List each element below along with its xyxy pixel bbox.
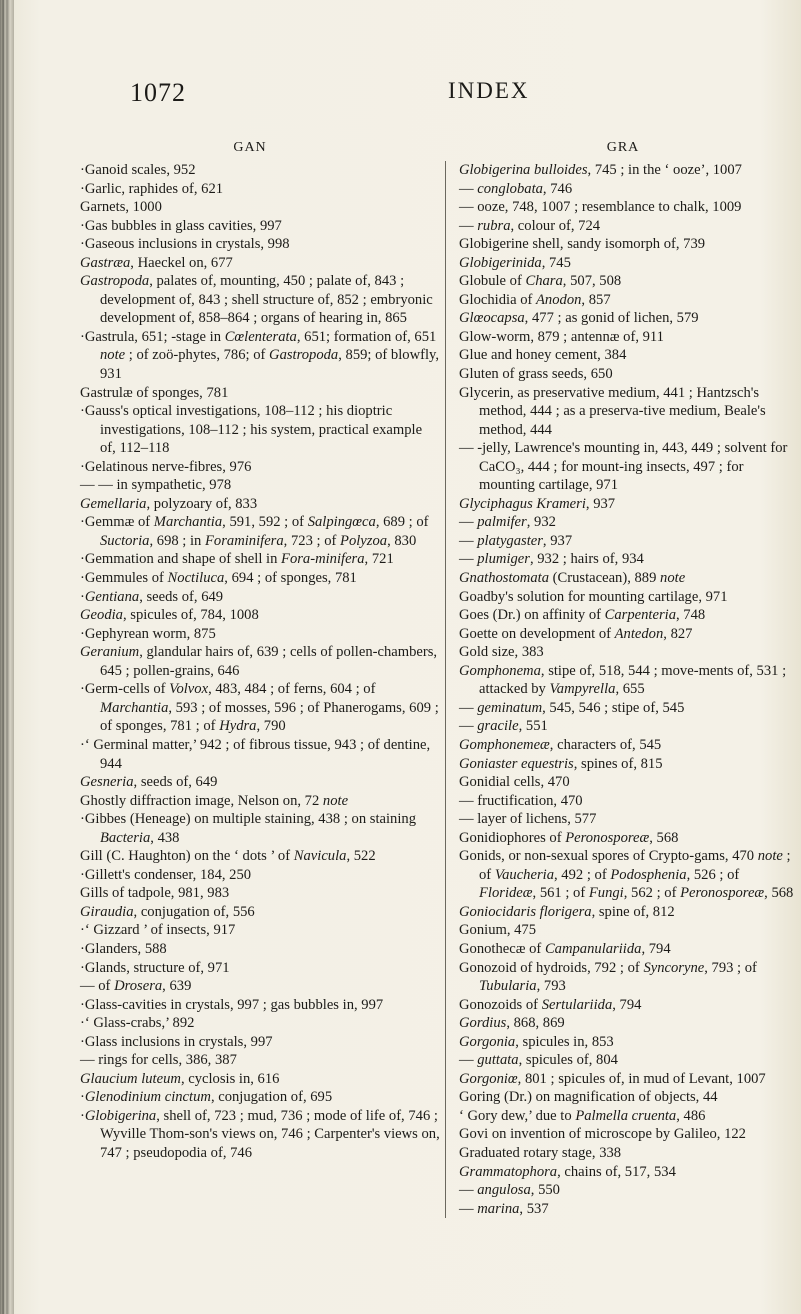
index-entry: — rings for cells, 386, 387 — [80, 1052, 237, 1069]
index-entry: Gastropoda, palates of, mounting, 450 ; palate of, 843 ; development of, 843 ; shell structure of, 852 ; embryonic development of, 858–864 ; organs of hearing in, 865 — [80, 273, 433, 327]
index-entry: ·Glass inclusions in crystals, 997 — [80, 1033, 273, 1050]
index-entry: ·Gentiana, seeds of, 649 — [80, 588, 224, 605]
index-entry: Glyciphagus Krameri, 937 — [459, 495, 616, 512]
index-entry: ·Gastrula, 651; -stage in Cœlenterata, 651; formation of, 651 note ; of zoö-phytes, 786; of Gastropoda, 859; of blowfly, 931 — [80, 328, 440, 383]
index-entry: — ooze, 748, 1007 ; resemblance to chalk, 1009 — [459, 199, 742, 216]
index-entry: ·‘ Germinal matter,’ 942 ; of fibrous tissue, 943 ; of dentine, 944 — [80, 736, 431, 772]
index-entry: Glochidia of Anodon, 857 — [459, 291, 611, 308]
index-entry: ·Gephyrean worm, 875 — [80, 625, 216, 642]
index-entry: — — in sympathetic, 978 — [80, 477, 232, 494]
index-entry: Garnets, 1000 — [80, 199, 162, 216]
running-title: INDEX — [448, 78, 530, 103]
index-entry: ·Gibbes (Heneage) on multiple staining, 438 ; on staining Bacteria, 438 — [80, 811, 416, 846]
index-entry: ·Glands, structure of, 971 — [80, 959, 230, 976]
index-entry: — plumiger, 932 ; hairs of, 934 — [459, 551, 644, 568]
index-entry: Globigerina bulloides, 745 ; in the ‘ ooze’, 1007 — [459, 162, 742, 178]
index-entry: ·‘ Gizzard ’ of insects, 917 — [80, 922, 236, 939]
index-entry: Gill (C. Haughton) on the ‘ dots ’ of Navicula, 522 — [80, 848, 376, 865]
index-entry: ·Gelatinous nerve-fibres, 976 — [80, 458, 252, 475]
index-entry: Goes (Dr.) on affinity of Carpenteria, 748 — [459, 607, 706, 624]
index-entry: ·Ganoid scales, 952 — [80, 162, 196, 178]
index-column-right — [458, 137, 798, 1218]
index-entry: Ghostly diffraction image, Nelson on, 72 note — [80, 792, 349, 809]
index-entry: ·Glenodinium cinctum, conjugation of, 695 — [80, 1089, 333, 1106]
index-entry: Goette on development of Antedon, 827 — [459, 625, 693, 642]
index-entry: Goniaster equestris, spines of, 815 — [459, 755, 663, 772]
index-entry: ·Gauss's optical investigations, 108–112 ; his dioptric investigations, 108–112 ; his system, practical example of, 112–118 — [80, 403, 423, 457]
index-entry: Gluten of grass seeds, 650 — [459, 366, 613, 383]
index-entry: Giraudia, conjugation of, 556 — [80, 903, 255, 920]
index-entry: — gracile, 551 — [459, 718, 548, 735]
index-entry: ·‘ Glass-crabs,’ 892 — [80, 1015, 195, 1032]
index-entry: ·Gas bubbles in glass cavities, 997 — [80, 217, 282, 234]
index-entry: Glue and honey cement, 384 — [459, 347, 627, 364]
index-entry: Gemellaria, polyzoary of, 833 — [80, 495, 258, 512]
index-entry: Gonids, or non-sexual spores of Crypto-gams, 470 note ; of Vaucheria, 492 ; of Podosphenia, 526 ; of Florideæ, 561 ; of Fungi, 562 ; of Peronosporeæ, 568 — [459, 848, 794, 902]
index-entry: Gomphonema, stipe of, 518, 544 ; move-ments of, 531 ; attacked by Vampyrella, 655 — [459, 662, 787, 698]
index-entry: Graduated rotary stage, 338 — [459, 1144, 622, 1161]
entry-list-left — [80, 161, 440, 1163]
index-entry: Geranium, glandular hairs of, 639 ; cells of pollen-chambers, 645 ; pollen-grains, 646 — [80, 644, 438, 679]
index-entry: Gordius, 868, 869 — [459, 1015, 565, 1032]
index-entry: Gorgonia, spicules in, 853 — [459, 1033, 614, 1050]
index-entry: — palmifer, 932 — [459, 514, 556, 531]
index-entry: — geminatum, 545, 546 ; stipe of, 545 — [459, 699, 685, 716]
index-entry: Globigerinida, 745 — [459, 254, 571, 271]
index-entry: Geodia, spicules of, 784, 1008 — [80, 607, 259, 624]
index-entry: Goring (Dr.) on magnification of objects, 44 — [459, 1089, 718, 1106]
index-entry: ·Gaseous inclusions in crystals, 998 — [80, 236, 290, 253]
index-entry: Glycerin, as preservative medium, 441 ; Hantzsch's method, 444 ; as a preserva-tive medium, Beale's method, 444 — [459, 384, 766, 438]
index-entry: — rubra, colour of, 724 — [459, 217, 601, 234]
index-entry: Gonidiophores of Peronosporeæ, 568 — [459, 829, 679, 846]
index-entry: Gastrulæ of sponges, 781 — [80, 384, 229, 401]
index-entry: Gonidial cells, 470 — [459, 774, 570, 791]
index-entry: — conglobata, 746 — [459, 180, 573, 197]
index-entry: Grammatophora, chains of, 517, 534 — [459, 1163, 676, 1180]
index-entry: Gonium, 475 — [459, 922, 537, 939]
index-entry: Goadby's solution for mounting cartilage, 971 — [459, 588, 728, 605]
entry-list-right — [445, 161, 798, 1218]
index-entry: Glow-worm, 879 ; antennæ of, 911 — [459, 328, 664, 345]
index-entry: Gorgoniœ, 801 ; spicules of, in mud of Levant, 1007 — [459, 1070, 766, 1087]
index-entry: Globule of Chara, 507, 508 — [459, 273, 622, 290]
index-entry: Goniocidaris florigera, spine of, 812 — [459, 903, 675, 920]
index-entry: ·Germ-cells of Volvox, 483, 484 ; of ferns, 604 ; of Marchantia, 593 ; of mosses, 596 ; of Phanerogams, 609 ; of sponges, 781 ; of Hydra, 790 — [80, 681, 439, 735]
index-entry: ·Garlic, raphides of, 621 — [80, 180, 224, 197]
index-entry: ·Gemmules of Noctiluca, 694 ; of sponges, 781 — [80, 570, 357, 587]
index-entry: Gonozoids of Sertulariida, 794 — [459, 996, 642, 1013]
index-entry: — guttata, spicules of, 804 — [459, 1052, 618, 1069]
index-entry: ·Globigerina, shell of, 723 ; mud, 736 ; mode of life of, 746 ; Wyville Thom-son's views on, 746 ; Carpenter's views on, 747 ; pseudopodia of, 746 — [80, 1107, 440, 1161]
index-entry: Gills of tadpole, 981, 983 — [80, 885, 230, 902]
index-entry: — fructification, 470 — [459, 792, 583, 809]
index-entry: — layer of lichens, 577 — [459, 811, 597, 828]
running-header — [130, 78, 730, 112]
index-entry: — of Drosera, 639 — [80, 978, 192, 995]
index-entry: Gomphonemeæ, characters of, 545 — [459, 736, 662, 753]
index-entry: Gastræa, Haeckel on, 677 — [80, 254, 233, 271]
index-entry: ·Glanders, 588 — [80, 940, 167, 957]
index-entry: Glaucium luteum, cyclosis in, 616 — [80, 1070, 280, 1087]
index-entry: ‘ Gory dew,’ due to Palmella cruenta, 486 — [459, 1107, 706, 1124]
index-entry: ·Gemmation and shape of shell in Fora-minifera, 721 — [80, 551, 394, 568]
index-entry: — -jelly, Lawrence's mounting in, 443, 449 ; solvent for CaCO₃, 444 ; for mount-ing insects, 497 ; for mounting cartilage, 971 — [459, 440, 788, 494]
index-entry: ·Gemmæ of Marchantia, 591, 592 ; of Salpingœca, 689 ; of Suctoria, 698 ; in Foraminifera, 723 ; of Polyzoa, 830 — [80, 514, 429, 549]
index-entry: Globigerine shell, sandy isomorph of, 739 — [459, 236, 706, 253]
page-number: 1072 — [130, 78, 186, 107]
index-entry: ·Glass-cavities in crystals, 997 ; gas bubbles in, 997 — [80, 996, 384, 1013]
binding-edge — [0, 0, 14, 1314]
index-entry: — marina, 537 — [459, 1200, 549, 1217]
index-entry: Glœocapsa, 477 ; as gonid of lichen, 579 — [459, 310, 699, 327]
index-entry: Gesneria, seeds of, 649 — [80, 774, 218, 791]
index-entry: Gonozoid of hydroids, 792 ; of Syncoryne, 793 ; of Tubularia, 793 — [459, 959, 757, 995]
index-entry: — angulosa, 550 — [459, 1182, 560, 1199]
index-entry: — platygaster, 937 — [459, 532, 573, 549]
index-column-left — [80, 137, 440, 1163]
index-entry: Gold size, 383 — [459, 644, 544, 661]
index-entry: ·Gillett's condenser, 184, 250 — [80, 866, 252, 883]
index-entry: Gonothecæ of Campanulariida, 794 — [459, 940, 671, 957]
index-entry: Govi on invention of microscope by Galileo, 122 — [459, 1126, 746, 1143]
guide-word-left: GAN — [233, 140, 267, 155]
guide-word-right: GRA — [606, 140, 640, 155]
index-entry: Gnathostomata (Crustacean), 889 note — [459, 570, 686, 587]
